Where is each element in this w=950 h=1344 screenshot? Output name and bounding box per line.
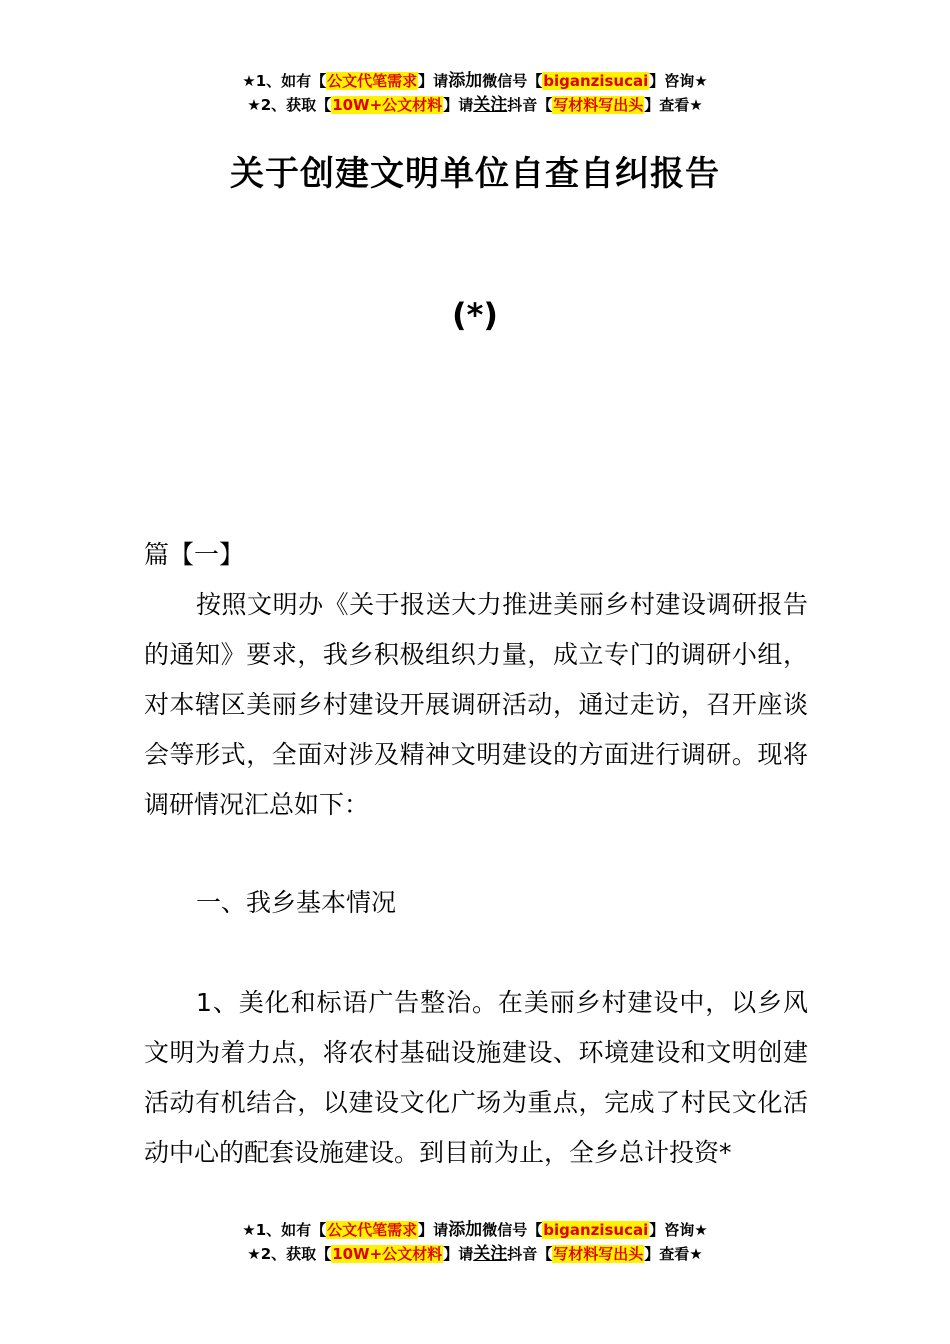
promo-text: 】查看★ — [644, 1245, 703, 1263]
promo-text: 抖音【 — [507, 1245, 553, 1263]
promo-text: 】请 — [418, 72, 449, 90]
body-paragraph-1: 按照文明办《关于报送大力推进美丽乡村建设调研报告的通知》要求，我乡积极组织力量，成立专门的调研小组，对本辖区美丽乡村建设开展调研活动，通过走访，召开座谈会等形式，全面对涉及精神文明建设的方面进行调研。现将调研情况汇总如下： — [144, 590, 808, 819]
promo-line-1 — [0, 1218, 950, 1242]
promo-text: 】请 — [443, 1245, 474, 1263]
promo-text: ★1、如有【 — [242, 72, 327, 90]
promo-text: ★2、获取【 — [247, 96, 332, 114]
promo-text: 】请 — [418, 1221, 449, 1239]
promo-text: 】查看★ — [644, 96, 703, 114]
promo-emphasis: 添加 — [448, 1220, 483, 1240]
document-title: 关于创建文明单位自查自纠报告 — [230, 154, 720, 194]
promo-text: ★1、如有【 — [242, 1221, 327, 1239]
promo-highlight: biganzisucai — [543, 72, 649, 90]
promo-highlight: biganzisucai — [543, 1221, 649, 1239]
section-label: 篇【一】 — [144, 540, 245, 569]
promo-banner-bottom — [0, 1218, 950, 1266]
promo-emphasis: 关注 — [473, 1244, 508, 1264]
document-subtitle: (*) — [452, 296, 498, 334]
body-paragraph-2: 1、美化和标语广告整治。在美丽乡村建设中，以乡风文明为着力点，将农村基础设施建设、环境建设和文明创建活动有机结合，以建设文化广场为重点，完成了村民文化活动中心的配套设施建设。到目前为止，全乡总计投资* — [144, 988, 808, 1167]
promo-line-2 — [0, 1242, 950, 1266]
promo-highlight: 公文代笔需求 — [327, 1221, 418, 1239]
promo-highlight: 10W+公文材料 — [332, 96, 443, 114]
promo-text: 】请 — [443, 96, 474, 114]
promo-text: 微信号【 — [482, 1221, 543, 1239]
promo-text: ★2、获取【 — [247, 1245, 332, 1263]
promo-line-1 — [0, 69, 950, 93]
promo-emphasis: 添加 — [448, 71, 483, 91]
promo-highlight: 写材料写出头 — [553, 96, 644, 114]
promo-highlight: 写材料写出头 — [553, 1245, 644, 1263]
promo-text: 】咨询★ — [649, 1221, 708, 1239]
promo-banner-top — [0, 69, 950, 117]
promo-emphasis: 关注 — [473, 95, 508, 115]
section-heading-1: 一、我乡基本情况 — [196, 888, 397, 917]
promo-text: 】咨询★ — [649, 72, 708, 90]
promo-text: 抖音【 — [507, 96, 553, 114]
promo-line-2 — [0, 93, 950, 117]
promo-highlight: 10W+公文材料 — [332, 1245, 443, 1263]
promo-highlight: 公文代笔需求 — [327, 72, 418, 90]
promo-text: 微信号【 — [482, 72, 543, 90]
